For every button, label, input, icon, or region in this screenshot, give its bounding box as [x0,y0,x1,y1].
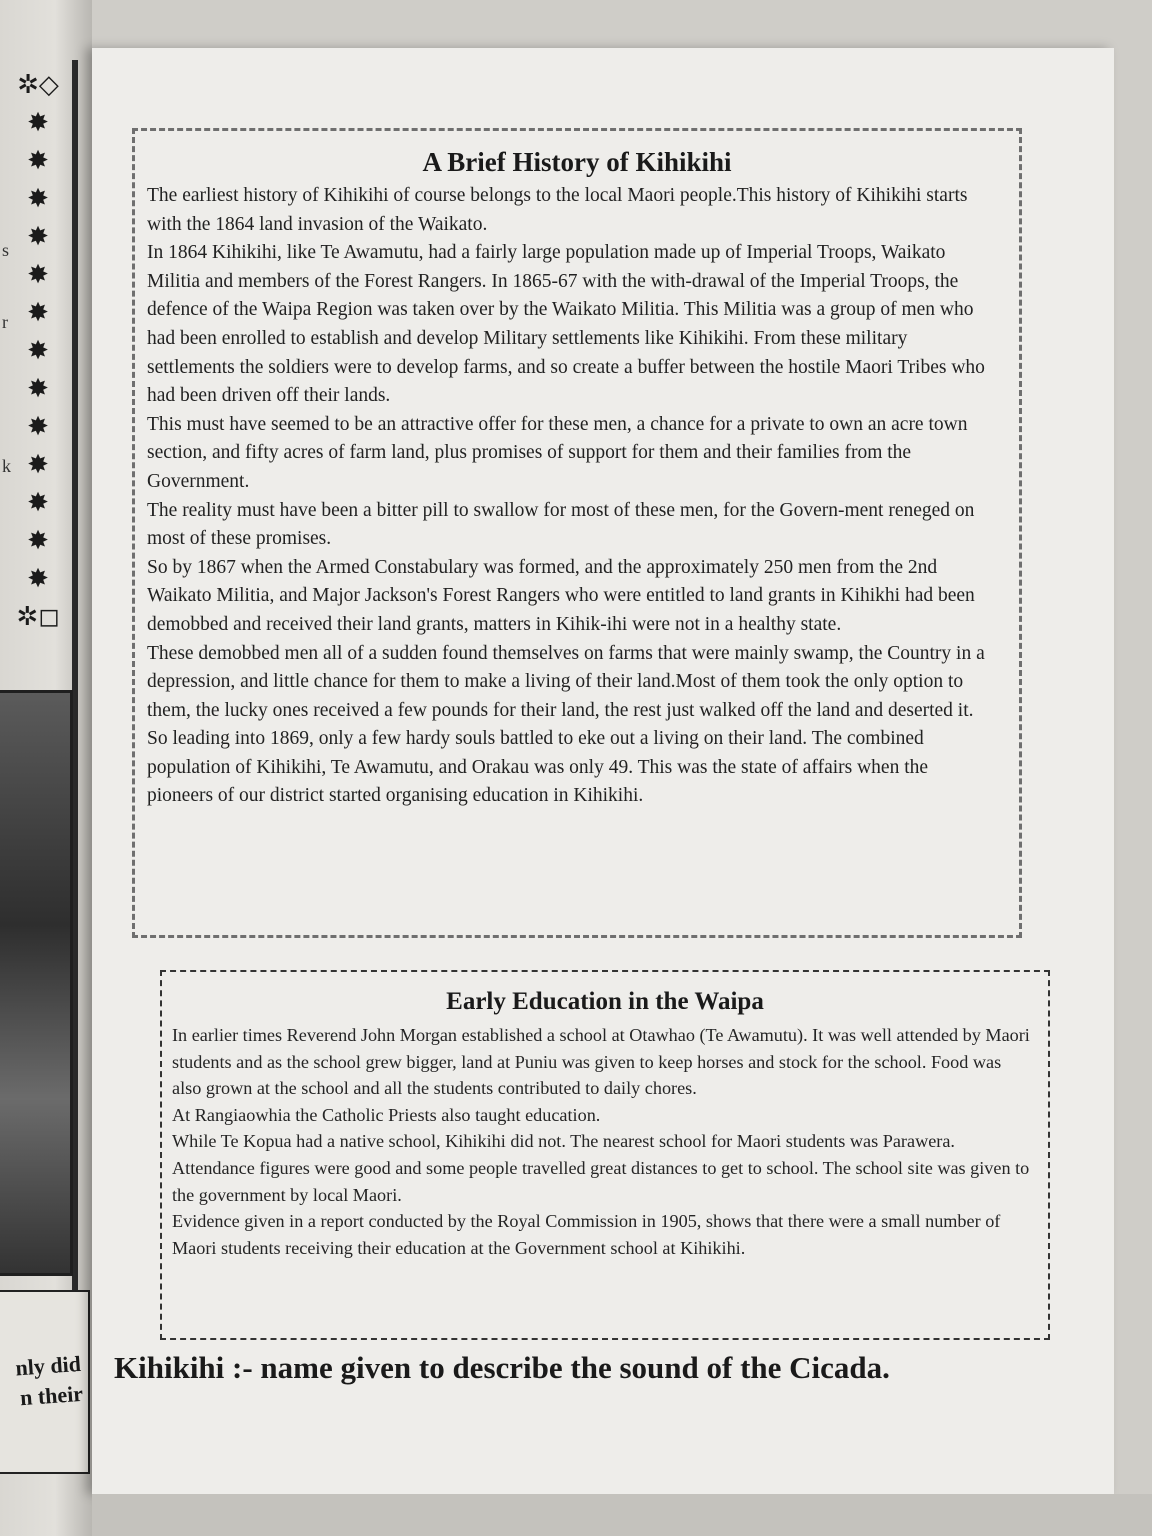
history-paragraph: This must have seemed to be an attractive offer for these men, a chance for a private to own an acre town section, and fifty acres of farm land, plus promises of support for them and their families from the Government. [147,413,968,492]
left-page-callout [0,1290,90,1474]
star-icon: ✸ [27,450,49,480]
education-paragraph: Evidence given in a report conducted by the Royal Commission in 1905, shows that there were a small number of Maori students receiving their education at the Government school at Kihikihi. [172,1211,1001,1258]
education-body [162,1022,1048,1261]
star-icon: ✸ [27,526,49,556]
history-paragraph: The reality must have been a bitter pill to swallow for most of these men, for the Govern-ment reneged on most of these promises. [147,499,975,550]
history-frame [132,128,1022,938]
star-icon: ✸ [27,336,49,366]
star-icon: ✸ [27,298,49,328]
star-icon: ✸ [27,146,49,176]
history-paragraph: In 1864 Kihikihi, like Te Awamutu, had a fairly large population made up of Imperial Troops, Waikato Militia and members of the Forest Rangers. In 1865-67 with the with-drawal of the Imperial Troops, the defence of the Waipa Region was taken over by the Waikato Militia. This Militia was a group of men who had been enrolled to establish and develop Military settlements like Kihikihi. From these military settlements the soldiers were to develop farms, and so create a buffer between the hostile Maori Tribes who had been driven off their lands. [147,242,985,407]
education-paragraph: At Rangiaowhia the Catholic Priests also taught education. [172,1104,601,1125]
star-icon: ✸ [27,412,49,442]
left-callout-line: n their [19,1380,84,1411]
star-icon: ✸ [27,108,49,138]
star-square-icon: ✲◇ [17,70,59,100]
page-bottom-shadow [92,1494,1152,1536]
left-neighbor-page [0,0,92,1536]
star-border-column [8,70,68,632]
star-icon: ✸ [27,260,49,290]
left-page-letter: s [2,240,10,260]
star-icon: ✸ [27,374,49,404]
history-paragraph: The earliest history of Kihikihi of course belongs to the local Maori people.This history of Kihikihi starts with the 1864 land invasion of the Waikato. [147,185,968,235]
education-paragraph: While Te Kopua had a native school, Kihikihi did not. The nearest school for Maori students was Parawera. Attendance figures were good and some people travelled great distances to get to school. The school site was given to the government by local Maori. [172,1131,1030,1205]
left-callout-line: nly did [14,1350,82,1381]
history-paragraph: So by 1867 when the Armed Constabulary was formed, and the approximately 250 men from the 2nd Waikato Militia, and Major Jackson's Forest Rangers who were entitled to land grants in Kihikhi had been demobbed and received their land grants, matters in Kihik-ihi were not in a healthy state. [147,556,975,635]
star-icon: ✸ [27,564,49,594]
star-icon: ✸ [27,184,49,214]
history-title: A Brief History of Kihikihi [422,147,732,177]
left-callout-text [0,1349,84,1415]
main-page [92,48,1114,1494]
cicada-footer: Kihikihi :- name given to describe the sound of the Cicada. [114,1350,890,1385]
left-page-photo [0,690,73,1276]
history-paragraph: So leading into 1869, only a few hardy souls battled to eke out a living on their land. The combined population of Kihikihi, Te Awamutu, and Orakau was only 49. This was the state of affairs when the pioneers of our district started organising education in Kihikihi. [147,728,929,807]
education-paragraph: In earlier times Reverend John Morgan established a school at Otawhao (Te Awamutu). It was well attended by Maori students and as the school grew bigger, land at Puniu was given to keep horses and stock for the school. Food was also grown at the school and all the students contributed to daily chores. [172,1025,1030,1099]
left-page-letter: r [2,312,8,332]
star-icon: ✸ [27,222,49,252]
education-box [160,970,1050,1340]
history-body [135,182,1019,811]
star-square-icon: ✲◻ [16,602,60,632]
star-icon: ✸ [27,488,49,518]
left-page-letter: k [2,456,11,476]
history-paragraph: These demobbed men all of a sudden found themselves on farms that were mainly swamp, the Country in a depression, and little chance for them to make a living of their land.Most of them took the only option to them, the lucky ones received a few pounds for their land, the rest just walked off the land and deserted it. [147,642,985,721]
education-title: Early Education in the Waipa [446,988,764,1015]
